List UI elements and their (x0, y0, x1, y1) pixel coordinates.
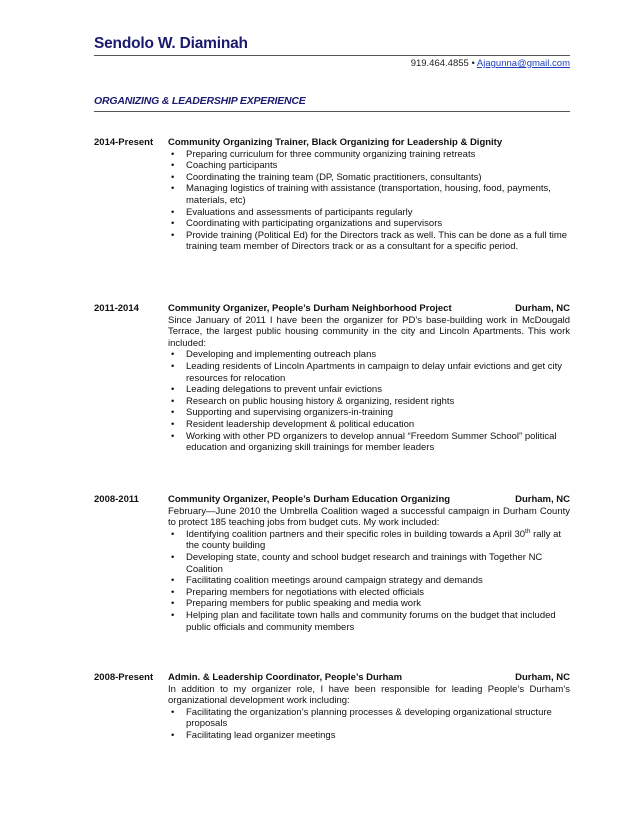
entry-intro: In addition to my organizer role, I have been responsible for leading People’s Durham’s organizational development work including: (168, 683, 570, 707)
list-item: • Supporting and supervising organizers-in-training (171, 407, 394, 419)
bullet-icon: • (171, 160, 175, 172)
email-link[interactable]: Ajagunna@gmail.com (476, 58, 570, 69)
list-item: • Developing state, county and school budget research and trainings with Together NC Coalition (171, 551, 543, 575)
bullet-icon: • (171, 407, 175, 419)
list-item: • Facilitating lead organizer meetings (171, 729, 336, 741)
entry-title (168, 672, 570, 684)
entry-bullet-list (168, 149, 570, 253)
entry-dates: 2011-2014 (94, 303, 139, 314)
entry-intro: Since January of 2011 I have been the organizer for PD’s base-building work in McDougald Terrace, the largest public housing community in the city and Lincoln Apartments. This work included: (168, 314, 570, 349)
bullet-icon: • (171, 360, 175, 372)
entry-dates: 2014-Present (94, 137, 154, 148)
list-item: • Research on public housing history & organizing, resident rights (171, 395, 455, 407)
contact-separator: • (471, 58, 475, 69)
bullet-icon: • (171, 183, 175, 195)
list-item: • Resident leadership development & political education (171, 418, 415, 430)
job-title: Community Organizer, People’s Durham Neighborhood Project (168, 303, 452, 314)
bullet-icon: • (171, 171, 175, 183)
bullet-icon: • (171, 575, 175, 587)
bullet-icon: • (171, 206, 175, 218)
entry-title (168, 303, 570, 315)
entry-body (168, 494, 570, 633)
bullet-icon: • (171, 551, 175, 563)
list-item: • Leading delegations to prevent unfair evictions (171, 384, 382, 396)
bullet-icon: • (171, 395, 175, 407)
section-title: ORGANIZING & LEADERSHIP EXPERIENCE (94, 95, 306, 107)
entry-title (168, 494, 570, 506)
job-location: Durham, NC (515, 672, 570, 683)
entry-dates: 2008-Present (94, 672, 154, 683)
entry-body (168, 303, 570, 454)
job-location: Durham, NC (515, 303, 570, 314)
entry-intro: February—June 2010 the Umbrella Coalition waged a successful campaign in Durham County to protect 185 teaching jobs from budget cuts. My work included: (168, 505, 570, 529)
bullet-icon: • (171, 229, 175, 241)
list-item: • Managing logistics of training with assistance (transportation, housing, food, payments, materials, etc) (171, 183, 551, 206)
list-item: • Preparing curriculum for three community organizing training retreats (171, 148, 476, 160)
phone-number: 919.464.4855 (410, 58, 469, 69)
list-item: • Preparing members for public speaking and media work (171, 598, 421, 610)
contact-line (411, 58, 570, 69)
list-item: • Evaluations and assessments of participants regularly (171, 206, 413, 218)
list-item: • Facilitating the organization’s planning processes & developing organizational structure proposals (171, 706, 552, 730)
header-rule (94, 55, 570, 56)
entry-bullet-list (168, 349, 570, 453)
job-title: Community Organizer, People’s Durham Education Organizing (168, 494, 451, 505)
entry-dates: 2008-2011 (94, 494, 139, 505)
entry-bullet-list (168, 707, 570, 742)
list-item: • Preparing members for negotiations with elected officials (171, 586, 424, 598)
job-title: Admin. & Leadership Coordinator, People’s Durham (168, 672, 403, 683)
list-item: • Working with other PD organizers to develop annual “Freedom Summer School” political education and organizing skill trainings for member leaders (171, 430, 557, 454)
list-item: • Provide training (Political Ed) for the Directors track as well. This can be done as a full time training team member of Directors track or as a consultant for a specific period. (171, 229, 568, 253)
entry-title (168, 137, 570, 149)
entry-bullet-list (168, 529, 570, 633)
list-item: • Developing and implementing outreach plans (171, 349, 377, 361)
bullet-icon: • (171, 586, 175, 598)
bullet-icon: • (171, 418, 175, 430)
list-item: • Facilitating coalition meetings around campaign strategy and demands (171, 575, 483, 587)
bullet-icon: • (171, 218, 175, 230)
list-item: • Coaching participants (171, 160, 278, 172)
bullet-icon: • (171, 430, 175, 442)
bullet-icon: • (171, 148, 175, 160)
list-item: • Identifying coalition partners and their specific roles in building towards a April 30th rally at the county building (171, 527, 562, 552)
list-item: • Helping plan and facilitate town halls and community forums on the budget that included public officials and community members (171, 609, 556, 633)
bullet-icon: • (171, 349, 175, 361)
bullet-icon: • (171, 598, 175, 610)
list-item: • Leading residents of Lincoln Apartments in campaign to delay unfair evictions and get city resources for relocation (171, 360, 563, 384)
job-title: Community Organizing Trainer, Black Organizing for Leadership & Dignity (168, 137, 503, 148)
list-item: • Coordinating the training team (DP, Somatic practitioners, consultants) (171, 171, 482, 183)
list-item: • Coordinating with participating organizations and supervisors (171, 218, 443, 230)
resume-name: Sendolo W. Diaminah (94, 35, 248, 52)
bullet-icon: • (171, 528, 175, 540)
entry-body (168, 137, 570, 253)
bullet-icon: • (171, 729, 175, 741)
bullet-icon: • (171, 706, 175, 718)
bullet-icon: • (171, 609, 175, 621)
bullet-icon: • (171, 384, 175, 396)
section-rule (94, 111, 570, 112)
job-location: Durham, NC (515, 494, 570, 505)
entry-body (168, 672, 570, 742)
